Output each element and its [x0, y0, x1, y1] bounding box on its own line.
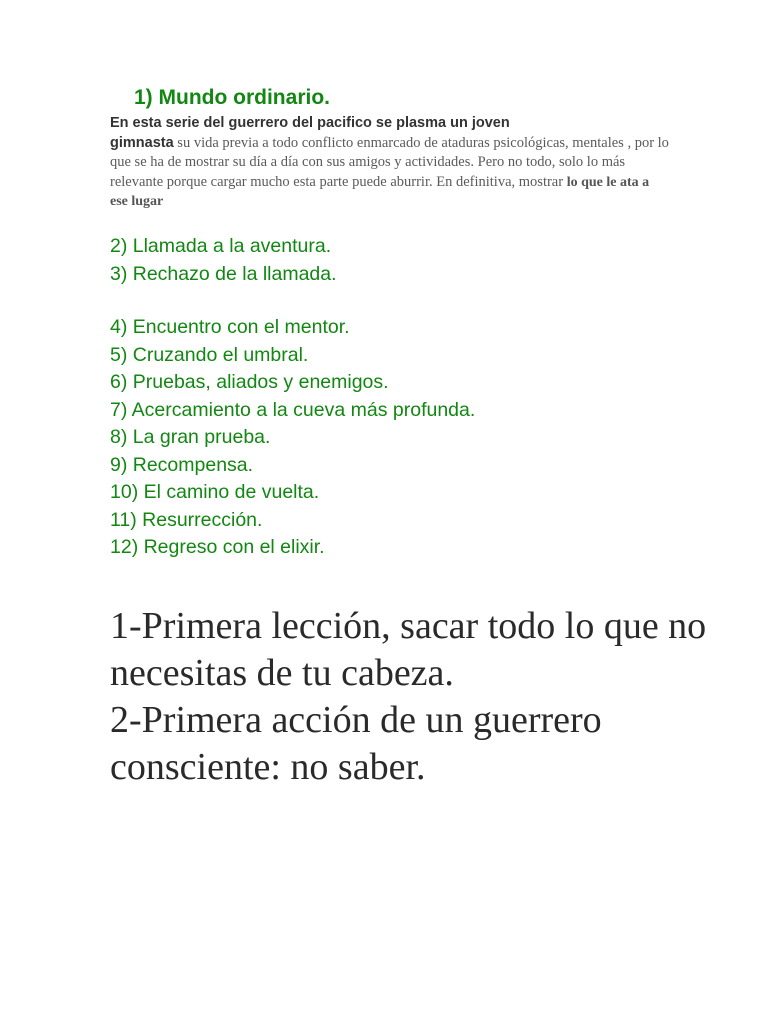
list-item: 4) Encuentro con el mentor. [110, 316, 350, 338]
steps-list-b [110, 314, 670, 562]
list-item: 2) Llamada a la aventura. [110, 235, 332, 257]
list-item: 7) Acercamiento a la cueva más profunda. [110, 398, 476, 421]
list-item: 9) Recompensa. [110, 453, 254, 476]
intro-emphasis: lo que le ata a ese lugar [110, 174, 650, 209]
intro-paragraph [110, 114, 670, 212]
section-heading: 1) Mundo ordinario. [134, 86, 330, 109]
intro-bold-line: En esta serie del guerrero del pacifico se plasma un joven [110, 115, 510, 131]
lesson-item: 1-Primera lección, sacar todo lo que no necesitas de tu cabeza. [110, 605, 707, 694]
lesson-item: 2-Primera acción de un guerrero consciente: no saber. [110, 699, 602, 788]
intro-serif-text: su vida previa a todo conflicto enmarcado de ataduras psicológicas, mentales , por lo que se ha de mostrar su día a día con sus amigos y actividades. Pero no todo, solo lo más relevante porque cargar mucho esta parte puede aburrir. En definitiva, mostrar [110, 134, 669, 190]
list-item: 3) Rechazo de la llamada. [110, 262, 337, 285]
list-item: 5) Cruzando el umbral. [110, 343, 309, 366]
steps-list-a [110, 233, 670, 288]
list-item: 6) Pruebas, aliados y enemigos. [110, 371, 389, 393]
list-item: 12) Regreso con el elixir. [110, 536, 325, 558]
list-item: 11) Resurrección. [110, 508, 263, 531]
list-item: 8) La gran prueba. [110, 426, 271, 448]
lessons-list [110, 603, 710, 791]
list-item: 10) El camino de vuelta. [110, 481, 320, 503]
intro-bold-word: gimnasta [110, 134, 174, 151]
